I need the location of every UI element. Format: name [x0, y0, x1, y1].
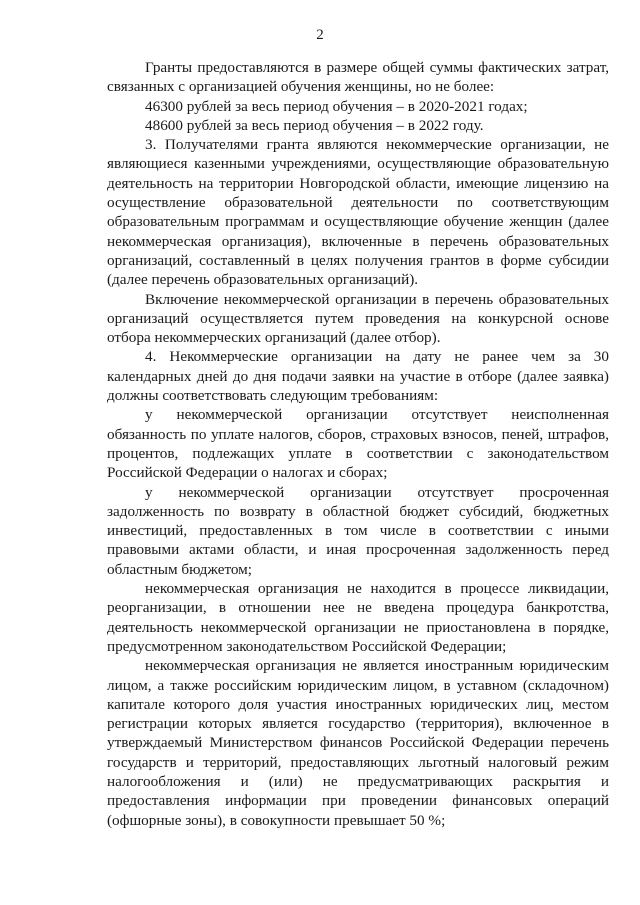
page-number: 2 — [316, 27, 324, 43]
paragraph-item-4-requirements: 4. Некоммерческие организации на дату не ранее чем за 30 календарных дней до дня подачи заявки на участие в отборе (далее заявка) должны соответствовать следующим требованиям: — [107, 348, 609, 405]
paragraph-not-liquidated: некоммерческая организация не находится в процессе ликвидации, реорганизации, в отношении нее не введена процедура банкротства, деятельность некоммерческой организации не приостановлена в порядке, предусмотренном законодательством Российской Федерации; — [107, 580, 609, 655]
paragraph-amount-2020-2021: 46300 рублей за весь период обучения – в 2020-2021 годах; — [145, 97, 528, 115]
paragraph-inclusion-selection: Включение некоммерческой организации в перечень образовательных организаций осуществляется путем проведения на конкурсной основе отбора некоммерческих организаций (далее отбор). — [107, 290, 609, 347]
document-body — [107, 58, 609, 830]
paragraph-amount-2022: 48600 рублей за весь период обучения – в 2022 году. — [145, 116, 484, 134]
paragraph-no-tax-debt: у некоммерческой организации отсутствует неисполненная обязанность по уплате налогов, сборов, страховых взносов, пеней, штрафов, процентов, подлежащих уплате в соответствии с законодательством Российской Федерации о налогах и сборах; — [107, 406, 609, 482]
paragraph-grant-amount: Гранты предоставляются в размере общей суммы фактических затрат, связанных с организацией обучения женщины, но не более: — [107, 59, 609, 96]
paragraph-not-foreign-entity: некоммерческая организация не является иностранным юридическим лицом, а также российским юридическим лицом, в уставном (складочном) капитале которого доля участия иностранных юридических лиц, местом регистрации которых является государство (территория), включенное в утверждаемый Министерством финансов Российской Федерации перечень государств и территорий, предоставляющих льготный налоговый режим налогообложения и (или) не предусматривающих раскрытия и предоставления информации при проведении финансовых операций (офшорные зоны), в совокупности превышает 50 %; — [107, 657, 609, 829]
paragraph-item-3-recipients: 3. Получателями гранта являются некоммерческие организации, не являющиеся казенными учреждениями, осуществляющие образовательную деятельность на территории Новгородской области, имеющие лицензию на осуществление образовательной деятельности по соответствующим образовательным программам и осуществляющие обучение женщин (далее некоммерческая организация), включенные в перечень образовательных организаций, составленный в целях получения грантов в форме субсидии (далее перечень образовательных организаций). — [107, 136, 609, 289]
paragraph-no-overdue-debt: у некоммерческой организации отсутствует просроченная задолженность по возврату в областной бюджет субсидий, бюджетных инвестиций, предоставленных в том числе в соответствии с иными правовыми актами области, и иная просроченная задолженность перед областным бюджетом; — [107, 483, 609, 578]
